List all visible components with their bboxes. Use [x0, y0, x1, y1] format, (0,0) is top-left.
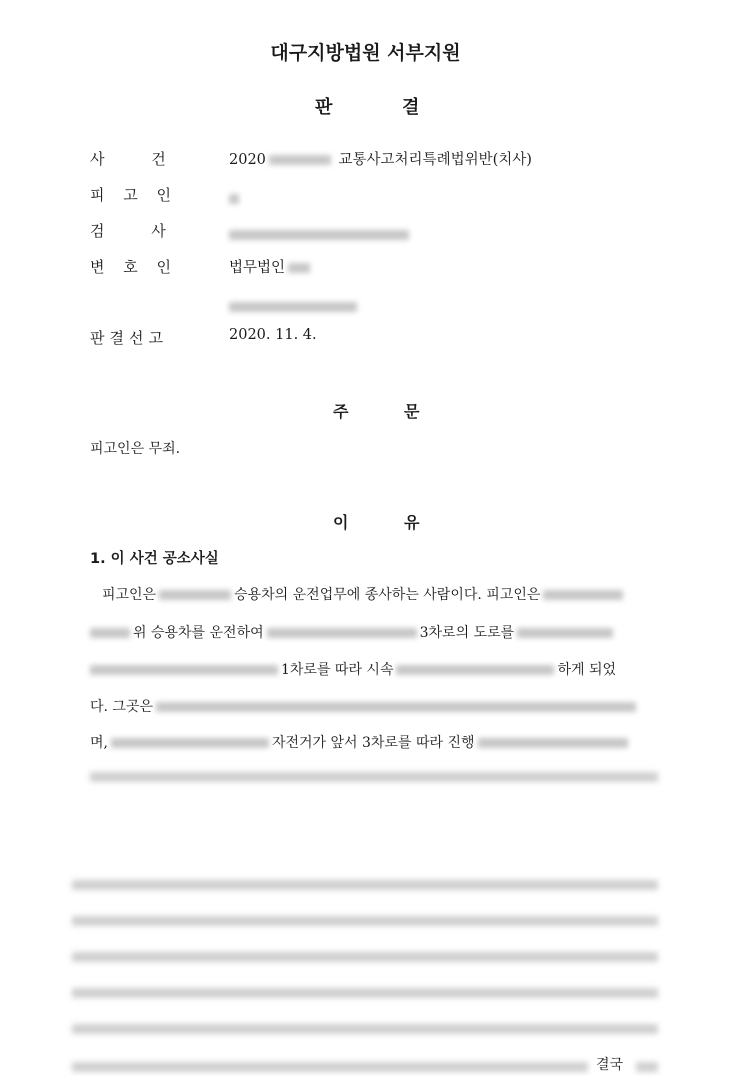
prosecutor-value: [229, 224, 409, 243]
redacted-line: [90, 772, 658, 782]
judgment-heading-char-2: 문: [404, 402, 420, 421]
counsel-attorney: [229, 296, 357, 315]
case-label: 사 건: [90, 150, 166, 168]
judgment-text: 피고인은 무죄.: [90, 441, 181, 457]
doc-title-char-1: 판: [315, 97, 333, 118]
text-segment: 피고인은: [102, 587, 157, 603]
text-segment: 1차로를 따라 시속: [281, 662, 394, 678]
court-name: 대구지방법원 서부지원: [270, 42, 461, 64]
paragraph-line-3: [90, 659, 616, 679]
defendant-value: [229, 188, 239, 207]
redacted-firm-name: [288, 263, 310, 273]
case-name: 교통사고처리특례법위반(치사): [338, 152, 532, 168]
text-segment: 하게 되었: [557, 662, 617, 678]
defendant-label: 피 고 인: [90, 186, 172, 204]
redacted-line: [72, 1062, 588, 1072]
counsel-value: [229, 256, 313, 277]
reasons-heading-char-1: 이: [333, 513, 349, 532]
redacted-line: [72, 988, 658, 998]
redacted-text: [159, 590, 231, 600]
paragraph-line-4: [90, 696, 639, 716]
text-segment: 자전거가 앞서 3차로를 따라 진행: [271, 735, 475, 751]
redacted-line: [636, 1062, 658, 1072]
counsel-firm: 법무법인: [229, 260, 286, 276]
case-year: 2020: [229, 152, 266, 168]
redacted-text: [478, 738, 628, 748]
paragraph-line-5: [90, 732, 631, 752]
redacted-text: [90, 628, 130, 638]
last-visible-word: 결국: [596, 1057, 624, 1073]
redacted-attorney: [229, 302, 357, 312]
redacted-prosecutor: [229, 230, 409, 240]
redacted-text: [111, 738, 269, 748]
redacted-line: [72, 952, 658, 962]
section-title: 1. 이 사건 공소사실: [90, 551, 219, 567]
redacted-text: [543, 590, 623, 600]
doc-title-char-2: 결: [402, 97, 420, 118]
text-segment: 승용차의 운전업무에 종사하는 사람이다. 피고인은: [234, 587, 541, 603]
date-value: 2020. 11. 4.: [229, 327, 317, 343]
redacted-text: [267, 628, 417, 638]
redacted-line: [72, 880, 658, 890]
counsel-label: 변 호 인: [90, 258, 172, 276]
redacted-case-number: [269, 155, 331, 165]
redacted-text: [396, 665, 554, 675]
reasons-heading-char-2: 유: [404, 513, 420, 532]
text-segment: 며,: [90, 735, 108, 751]
redacted-line: [72, 1024, 658, 1034]
paragraph-line-2: [90, 622, 616, 642]
redacted-line: [72, 916, 658, 926]
redacted-defendant: [229, 194, 239, 204]
text-segment: 다. 그곳은: [90, 699, 153, 715]
redacted-text: [517, 628, 613, 638]
text-segment: 3차로의 도로를: [419, 625, 515, 641]
redacted-text: [156, 702, 636, 712]
judgment-heading-char-1: 주: [333, 402, 349, 421]
date-label: 판결선고: [90, 329, 168, 347]
text-segment: 위 승용차를 운전하여: [133, 625, 264, 641]
redacted-text: [90, 665, 278, 675]
paragraph-line-1: [102, 584, 626, 604]
case-value: [229, 148, 532, 169]
prosecutor-label: 검 사: [90, 222, 166, 240]
